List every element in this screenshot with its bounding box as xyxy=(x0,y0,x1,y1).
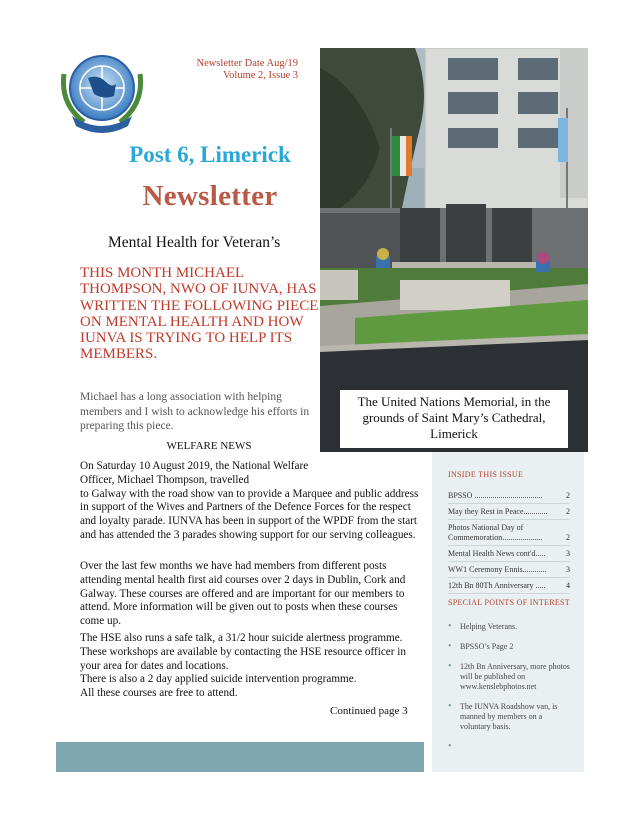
article-heading: Mental Health for Veteran’s xyxy=(108,234,281,251)
toc-item-page: 3 xyxy=(566,549,570,558)
special-points-list xyxy=(448,622,574,742)
continued-note: Continued page 3 xyxy=(330,705,408,717)
toc-item-page: 2 xyxy=(566,491,570,500)
toc-item xyxy=(448,504,570,520)
paragraph-road-show-body: to Galway with the road show van to provide a Marquee and public address in support of the Wives and Partners of the Defence Forces for the respect and loyalty parade. IUNVA has been in support of the WPDF from the start and has attended the 3 parades showing support for our serving colleagues. xyxy=(80,487,419,541)
paragraph-road-show xyxy=(80,460,424,543)
toc-item-title: Mental Health News cont'd..... xyxy=(448,549,546,558)
paragraph-hse-intervention: There is also a 2 day applied suicide intervention programme. xyxy=(80,673,357,686)
toc-item-page: 2 xyxy=(566,507,570,516)
article-lead: THIS MONTH MICHAEL THOMPSON, NWO OF IUNVA, HAS WRITTEN THE FOLLOWING PIECE ON MENTAL HEALTH AND HOW IUNVA IS TRYING TO HELP ITS MEMBERS. xyxy=(80,265,319,363)
paragraph-hse-safe-talk: The HSE also runs a safe talk, a 31/2 hour suicide alertness programme. These workshops are available by contacting the HSE resource officer in your area for dates and locations. xyxy=(80,632,406,672)
toc-item-title: Photos National Day of Commemoration.................... xyxy=(448,523,543,542)
paragraph-hse xyxy=(80,632,424,701)
special-points-heading: SPECIAL POINTS OF INTEREST xyxy=(448,598,570,607)
newsletter-title: Newsletter xyxy=(142,180,278,212)
article-intro: Michael has a long association with helping members and I wish to acknowledge his efforts in preparing this piece. xyxy=(80,391,310,432)
footer-bar xyxy=(56,742,424,772)
toc-item xyxy=(448,546,570,562)
toc-item-title: WW1 Ceremony Ennis............ xyxy=(448,565,547,574)
volume-issue: Volume 2, Issue 3 xyxy=(222,70,298,81)
toc-item-title: May they Rest in Peace............ xyxy=(448,507,548,516)
toc-item xyxy=(448,578,570,594)
newsletter-date: Newsletter Date Aug/19 xyxy=(196,58,298,69)
iunva-logo xyxy=(54,44,150,136)
toc-item xyxy=(448,562,570,578)
inside-issue-heading: INSIDE THIS ISSUE xyxy=(448,470,524,479)
toc-item-title: 12th Bn 80Th Anniversary ..... xyxy=(448,581,546,590)
paragraph-hse-free: All these courses are free to attend. xyxy=(80,687,238,700)
issue-meta xyxy=(170,58,298,82)
point-item: • 12th Bn Anniversary, more photos will be published on www.kenslebphotos.net xyxy=(448,662,574,692)
toc-item xyxy=(448,520,570,546)
toc-item-page: 4 xyxy=(566,581,570,590)
toc-item-page: 3 xyxy=(566,565,570,574)
toc-item-page: 2 xyxy=(566,533,570,542)
paragraph-road-show-opening: On Saturday 10 August 2019, the National Welfare Officer, Michael Thompson, travelled xyxy=(80,460,309,486)
photo-caption: The United Nations Memorial, in the grounds of Saint Mary’s Cathedral, Limerick xyxy=(340,390,568,448)
toc-item xyxy=(448,488,570,504)
post-title: Post 6, Limerick xyxy=(129,142,291,167)
paragraph-first-aid: Over the last few months we have had members from different posts attending mental health first aid courses over 2 days in Dublin, Cork and Galway. These courses are offered and are important for our members to attend. More information will be given out to posts when these courses come up. xyxy=(80,560,406,628)
table-of-contents xyxy=(448,488,570,594)
point-item: • The IUNVA Roadshow van, is manned by members on a voluntary basis. xyxy=(448,702,574,732)
point-item: • Helping Veterans. xyxy=(448,622,574,632)
point-item: • BPSSO’s Page 2 xyxy=(448,642,574,652)
section-title: WELFARE NEWS xyxy=(166,440,252,452)
toc-item-title: BPSSO .................................. xyxy=(448,491,543,500)
